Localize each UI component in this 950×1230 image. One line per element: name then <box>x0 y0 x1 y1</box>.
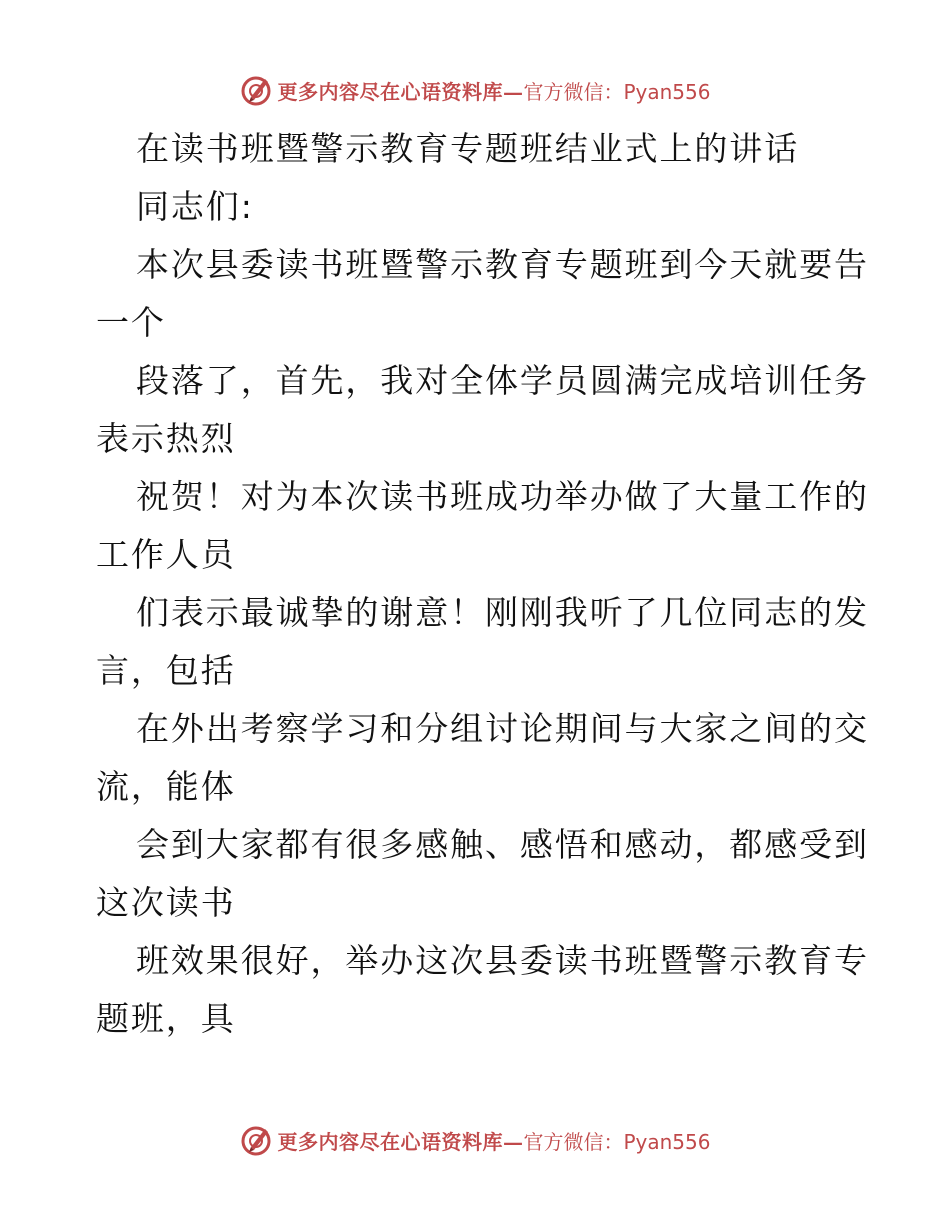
banner-wechat: 官方微信：Pyan556 <box>523 79 711 104</box>
banner-wechat: 官方微信：Pyan556 <box>523 1129 711 1154</box>
text-line: 段落了，首先，我对全体学员圆满完成培训任务 <box>136 361 869 400</box>
text-line: 班效果很好，举办这次县委读书班暨警示教育专 <box>136 941 869 980</box>
header-banner <box>0 70 950 110</box>
text-line: 在外出考察学习和分组讨论期间与大家之间的交 <box>136 709 869 748</box>
banner-text: 更多内容尽在心语资料库— <box>277 1129 524 1154</box>
document-body <box>96 120 869 1048</box>
text-line: 一个 <box>96 303 166 342</box>
text-line: 会到大家都有很多感触、感悟和感动，都感受到 <box>136 825 869 864</box>
footer-banner <box>0 1120 950 1160</box>
text-line: 工作人员 <box>96 535 236 574</box>
text-line: 言，包括 <box>96 651 236 690</box>
document-title: 在读书班暨警示教育专题班结业式上的讲话 <box>136 129 800 168</box>
pen-logo-icon <box>239 73 273 107</box>
text-line: 表示热烈 <box>96 419 236 458</box>
text-line: 题班，具 <box>96 999 236 1038</box>
text-line: 们表示最诚挚的谢意！刚刚我听了几位同志的发 <box>136 593 869 632</box>
text-line: 流，能体 <box>96 767 236 806</box>
text-line: 这次读书 <box>96 883 236 922</box>
text-line: 祝贺！对为本次读书班成功举办做了大量工作的 <box>136 477 869 516</box>
text-line: 本次县委读书班暨警示教育专题班到今天就要告 <box>136 245 869 284</box>
text-line: 同志们: <box>136 187 254 226</box>
pen-logo-icon <box>239 1123 273 1157</box>
banner-text: 更多内容尽在心语资料库— <box>277 79 524 104</box>
